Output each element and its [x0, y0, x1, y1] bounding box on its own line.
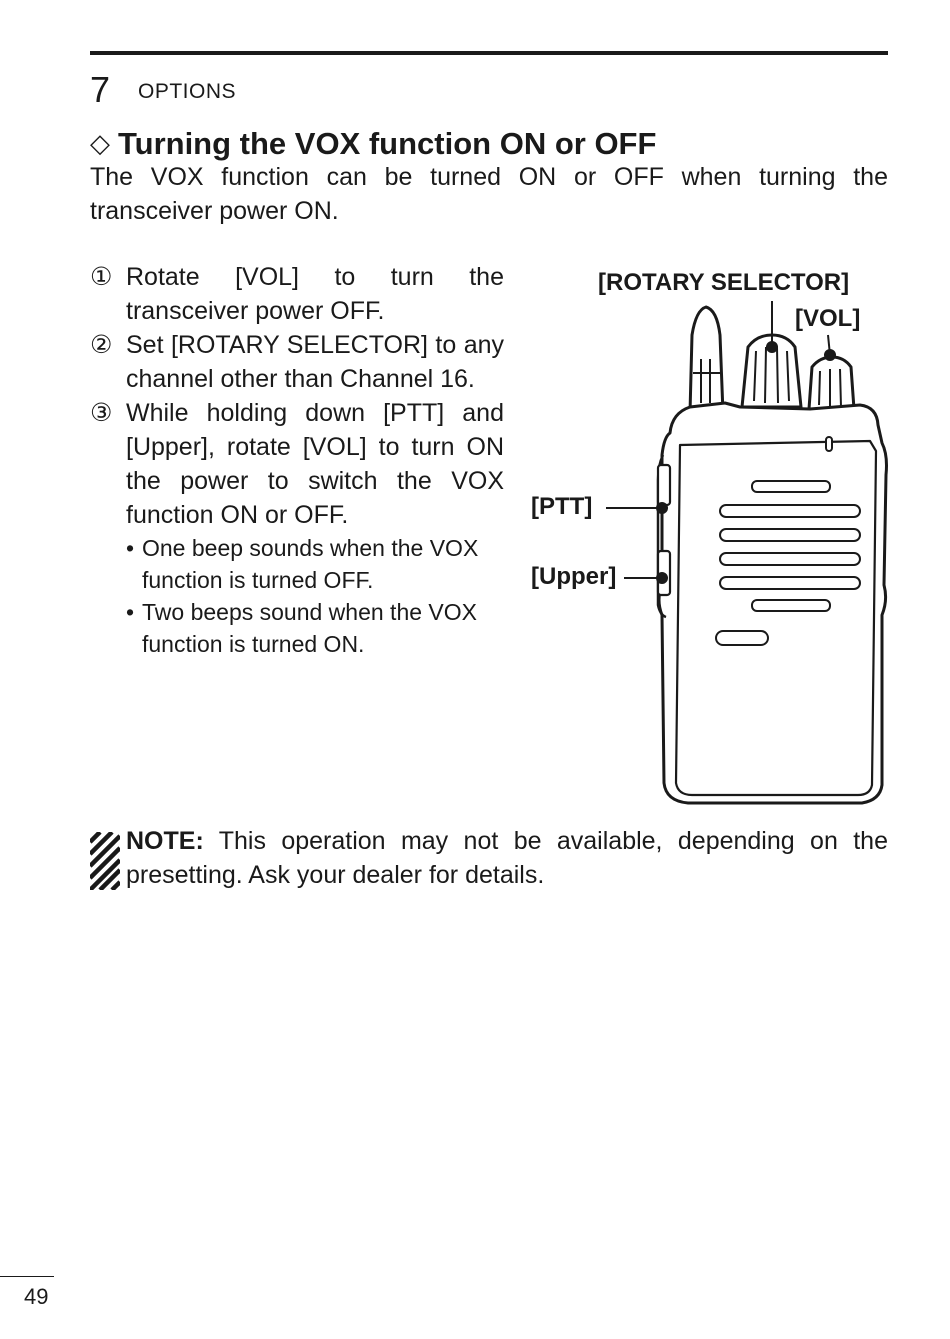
callout-rotary-selector: [ROTARY SELECTOR]	[598, 269, 850, 296]
footer-rule	[0, 1276, 54, 1277]
step-text: Rotate [VOL] to turn the transceiver power OFF.	[126, 263, 504, 325]
callout-upper: [Upper]	[531, 563, 617, 590]
chapter-number: 7	[90, 69, 111, 110]
bullet-text: Two beeps sound when the VOX function is turned ON.	[142, 599, 477, 657]
callout-ptt: [PTT]	[531, 493, 593, 520]
note-hatch-icon	[90, 832, 120, 890]
step-number: ①	[90, 263, 113, 291]
section-title-text: Turning the VOX function ON or OFF	[118, 126, 657, 161]
section-title	[90, 123, 656, 164]
step-number: ③	[90, 399, 113, 427]
note-box	[90, 824, 888, 892]
step-3-bullets	[90, 532, 504, 660]
steps-list	[90, 260, 504, 660]
step-3	[90, 396, 504, 532]
diamond-icon: ◇	[90, 128, 110, 158]
bullet-dot: •	[126, 535, 135, 561]
step-text: While holding down [PTT] and [Upper], rotate [VOL] to turn ON the power to switch the VOX function ON or OFF.	[126, 399, 504, 529]
transceiver-drawing	[520, 255, 900, 815]
bullet-item	[90, 532, 504, 596]
step-number: ②	[90, 331, 113, 359]
header-rule	[90, 51, 888, 55]
bullet-text: One beep sounds when the VOX function is turned OFF.	[142, 535, 479, 593]
note-label: NOTE:	[126, 827, 204, 855]
bullet-item	[90, 596, 504, 660]
callout-vol: [VOL]	[795, 305, 861, 332]
bullet-dot: •	[126, 599, 135, 625]
note-body: This operation may not be available, depending on the presetting. Ask your dealer for details.	[126, 827, 888, 889]
intro-paragraph: The VOX function can be turned ON or OFF when turning the transceiver power ON.	[90, 163, 888, 225]
step-2	[90, 328, 504, 396]
step-1	[90, 260, 504, 328]
note-text	[126, 824, 888, 892]
chapter-title: OPTIONS	[138, 80, 237, 103]
step-text: Set [ROTARY SELECTOR] to any channel other than Channel 16.	[126, 331, 504, 393]
transceiver-illustration	[520, 255, 900, 815]
page-number: 49	[24, 1284, 49, 1309]
